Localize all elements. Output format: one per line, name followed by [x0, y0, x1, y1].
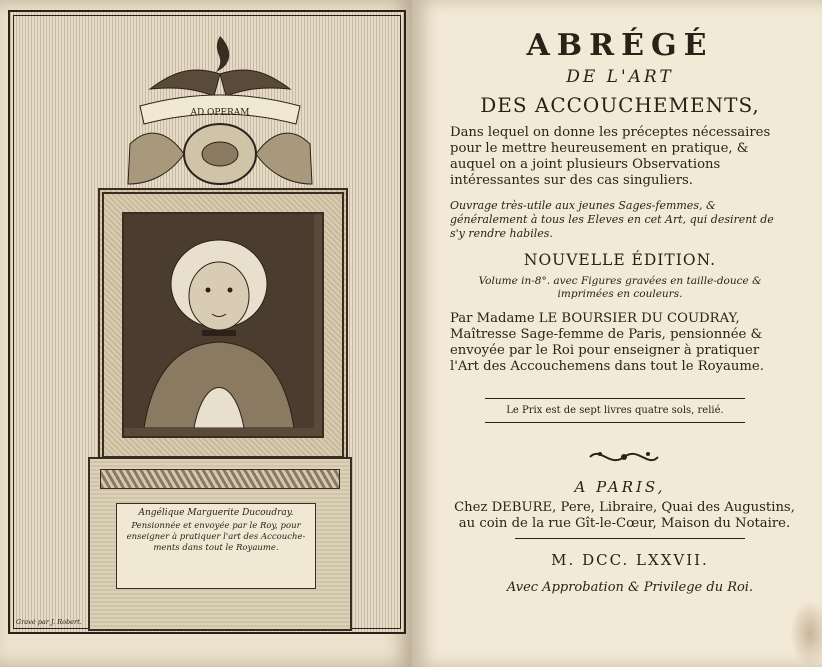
sitter-inscription: Pensionnée et envoyée par le Roy, pour enseigner à pratiquer l'art des Accouche- ments dans tout le Royaume. [126, 521, 306, 553]
portrait-figure [124, 214, 314, 428]
portrait-frame [98, 188, 348, 462]
ouvrage-text: Ouvrage très-utile aux jeunes Sages-femmes, & généralement à tous les Eleves en cet Art, qui desirent de s'y rendre habiles. [450, 199, 774, 240]
publication-year: M. DCC. LXXVII. [551, 551, 709, 569]
title-block [450, 28, 790, 375]
volume-note: Volume in-8°. avec Figures gravées en taille-douce & imprimées en couleurs. [478, 275, 762, 300]
pedestal [88, 457, 352, 631]
portrait [122, 212, 324, 438]
paper-stain [790, 600, 822, 667]
crest-motto: AD OPERAM [190, 108, 250, 118]
imprint-city: A PARIS, [574, 478, 666, 496]
title-de-l-art: DE L'ART [566, 67, 674, 87]
laurel-garland [100, 469, 340, 489]
publisher-text: Chez DEBURE, Pere, Libraire, Quai des Augustins, au coin de la rue Gît-le-Cœur, Maison du Notaire. [454, 500, 795, 531]
engraving-plate [8, 10, 406, 634]
crest-ornament [110, 34, 330, 204]
inscription-plaque [116, 503, 316, 589]
engraver-credit: Gravé par J. Robert. [16, 618, 82, 626]
date-box [515, 538, 745, 569]
edition-label: NOUVELLE ÉDITION. [523, 251, 717, 269]
divider [485, 422, 745, 423]
price-box [485, 398, 745, 423]
printer-ornament [586, 446, 662, 468]
title-accouchements: DES ACCOUCHEMENTS, [480, 93, 760, 117]
title-abrege: ABRÉGÉ [526, 28, 714, 63]
title-description: Dans lequel on donne les préceptes nécessaires pour le mettre heureusement en pratique, & auquel on a joint plusieurs Observations intéressantes sur des cas singuliers. [450, 125, 771, 188]
sitter-name: Angélique Marguerite Ducoudray. [138, 508, 294, 518]
price-text: Le Prix est de sept livres quatre sols, relié. [506, 405, 724, 416]
author-text: Par Madame LE BOURSIER DU COUDRAY, Maîtresse Sage-femme de Paris, pensionnée & envoyée par le Roi pour enseigner à pratiquer l'Art des Accouchemens dans tout le Royaume. [450, 311, 764, 374]
approbation-text: Avec Approbation & Privilege du Roi. [506, 580, 754, 595]
